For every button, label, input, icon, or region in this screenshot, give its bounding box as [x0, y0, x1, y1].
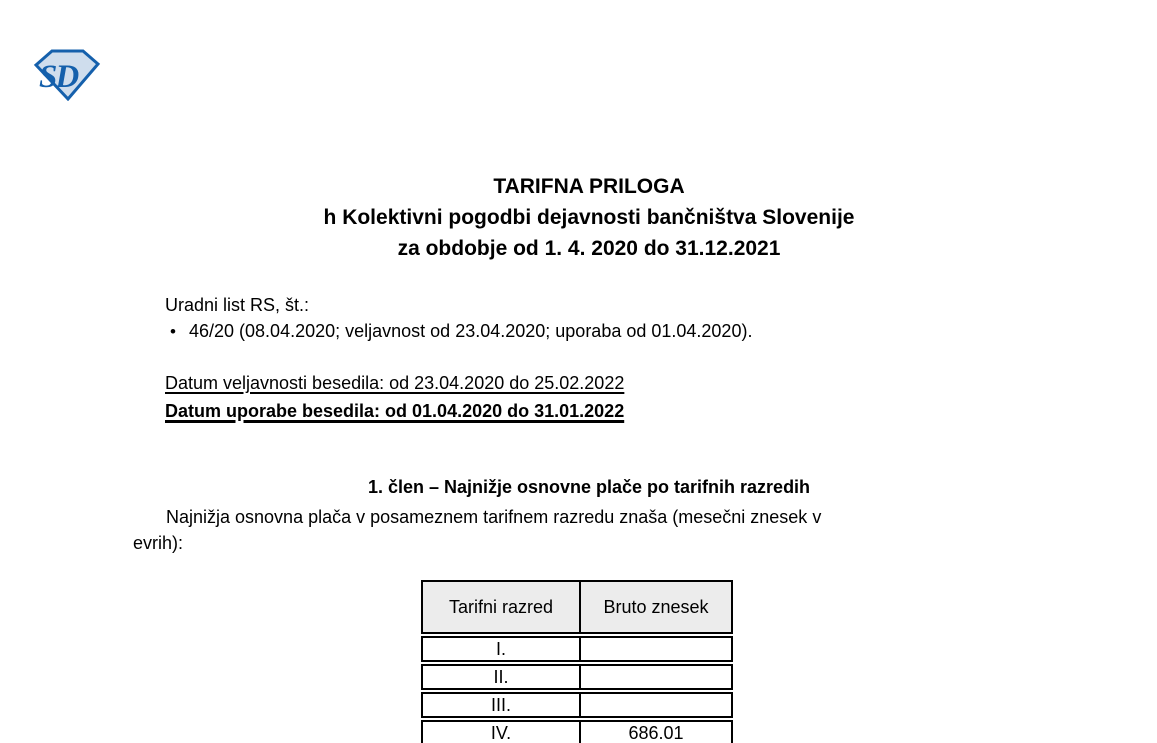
tariff-table: [421, 578, 733, 743]
title-line-3: za obdobje od 1. 4. 2020 do 31.12.2021: [397, 237, 781, 260]
validity-block: [165, 370, 624, 425]
usage-date-line: Datum uporabe besedila: od 01.04.2020 do 31.01.2022: [165, 400, 625, 421]
table-row: [421, 720, 733, 743]
table-row: [421, 664, 733, 690]
title-line-1: TARIFNA PRILOGA: [493, 175, 685, 198]
logo-letters: SD: [39, 59, 78, 95]
znesek-cell: [579, 664, 733, 690]
znesek-cell: [579, 636, 733, 662]
header-cell-tarifni-razred: Tarifni razred: [421, 580, 579, 634]
znesek-cell: 686.01: [579, 720, 733, 743]
title-line-2: h Kolektivni pogodbi dejavnosti bančništva Slovenije: [323, 206, 855, 229]
article-1-heading: 1. člen – Najnižje osnovne plače po tarifnih razredih: [367, 477, 811, 497]
gazette-label: Uradni list RS, št.:: [165, 295, 310, 315]
paragraph-line-1: Najnižja osnovna plača v posameznem tarifnem razredu znaša (mesečni znesek v: [166, 507, 822, 527]
table-row: [421, 692, 733, 718]
sd-diamond-logo: [33, 47, 101, 101]
validity-date-line: Datum veljavnosti besedila: od 23.04.2020 do 25.02.2022: [165, 373, 625, 393]
razred-cell: I.: [421, 636, 579, 662]
bullet-icon: •: [170, 322, 176, 341]
razred-cell: II.: [421, 664, 579, 690]
gazette-item-text: 46/20 (08.04.2020; veljavnost od 23.04.2020; uporaba od 01.04.2020).: [189, 321, 753, 341]
document-title: [124, 171, 1054, 264]
gazette-block: [165, 292, 752, 345]
header-cell-bruto-znesek: Bruto znesek: [579, 580, 733, 634]
razred-cell: IV.: [421, 720, 579, 743]
razred-cell: III.: [421, 692, 579, 718]
article-1-paragraph: [133, 504, 1045, 556]
gazette-list-item: [165, 318, 752, 345]
znesek-cell: [579, 692, 733, 718]
table-header-row: [421, 580, 733, 634]
paragraph-line-2: evrih):: [133, 533, 184, 553]
table-row: [421, 636, 733, 662]
